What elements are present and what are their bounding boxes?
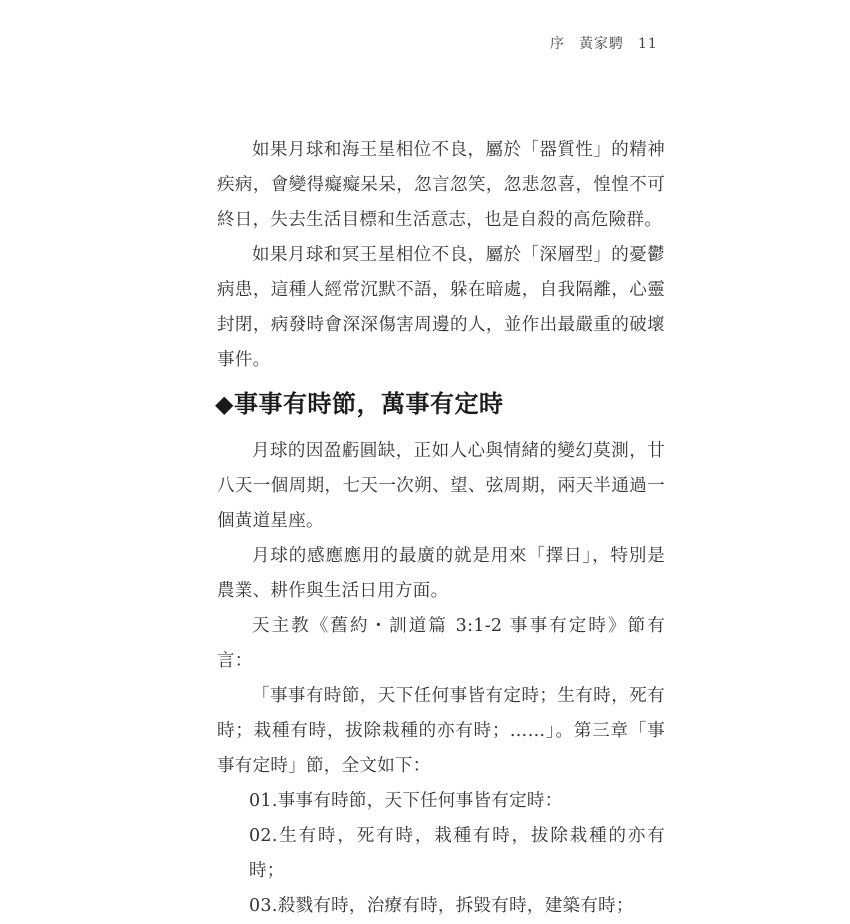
- paragraph-neptune: 如果月球和海王星相位不良，屬於「器質性」的精神疾病，會變得癡癡呆呆，忽言忽笑，忽悲忽喜，惶惶不可終日，失去生活目標和生活意志，也是自殺的高危險群。: [217, 140, 665, 230]
- section-heading: ◆事事有時節，萬事有定時: [215, 390, 504, 418]
- page-number: 11: [638, 36, 658, 52]
- paragraph-scripture-intro: 天主教《舊約・訓道篇 3:1-2 事事有定時》節有言：: [217, 616, 665, 671]
- paragraph-lunar-cycle: 月球的因盈虧圓缺，正如人心與情緒的變幻莫測，廿八天一個周期，七天一次朔、望、弦周期，兩天半通過一個黃道星座。: [217, 441, 665, 531]
- paragraph-date-selection: 月球的感應應用的最廣的就是用來「擇日」，特別是農業、耕作與生活日用方面。: [217, 546, 665, 601]
- header-section: 序: [550, 36, 565, 52]
- running-header: [550, 33, 670, 53]
- verse-item-03: 03.殺戮有時，治療有時，拆毀有時，建築有時；: [249, 896, 634, 916]
- paragraph-scripture-quote: 「事事有時節，天下任何事皆有定時；生有時，死有時；栽種有時，拔除栽種的亦有時；……」。第三章「事事有定時」節，全文如下：: [217, 686, 665, 776]
- page-body: [217, 133, 665, 924]
- verse-item-02: 02.生有時，死有時，栽種有時，拔除栽種的亦有時；: [249, 826, 665, 881]
- verse-item-01: 01.事事有時節，天下任何事皆有定時：: [249, 791, 563, 811]
- header-author: 黃家騁: [579, 36, 624, 52]
- paragraph-pluto: 如果月球和冥王星相位不良，屬於「深層型」的憂鬱病患，這種人經常沉默不語，躲在暗處，自我隔離，心靈封閉，病發時會深深傷害周邊的人，並作出最嚴重的破壞事件。: [217, 245, 665, 370]
